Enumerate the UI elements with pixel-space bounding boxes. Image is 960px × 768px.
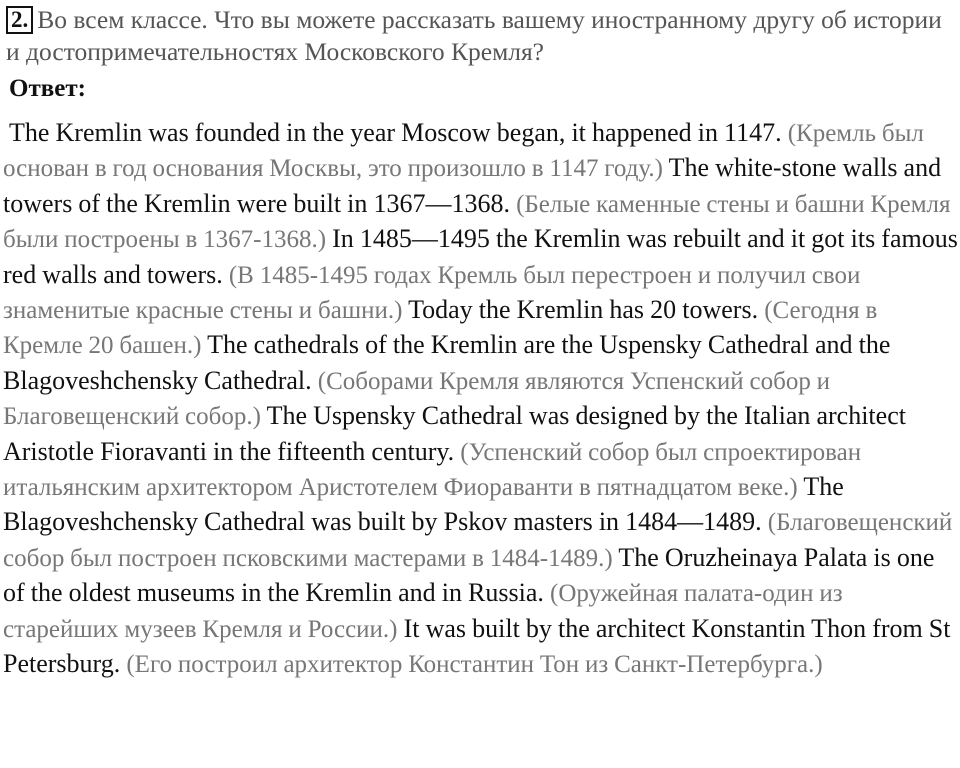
sentence-russian: (Сегодня в Кремле 20 башен.) bbox=[3, 297, 878, 360]
sentence-english: The Uspensky Cathedral was designed by the Italian architect Aristotle Fioravanti in the fifteenth century. bbox=[3, 401, 906, 466]
task-question bbox=[6, 4, 956, 68]
sentence-english: In 1485—1495 the Kremlin was rebuilt and it got its famous red walls and towers. bbox=[3, 224, 958, 289]
task-text: Во всем классе. Что вы можете рассказать вашему иностранному другу об истории и достопримечательностях Московского Кремля? bbox=[6, 5, 942, 66]
answer-heading: Ответ: bbox=[9, 75, 86, 102]
sentence-english: Today the Kremlin has 20 towers. bbox=[408, 295, 759, 325]
sentence-russian: (Белые каменные стены и башни Кремля были построены в 1367-1368.) bbox=[3, 190, 951, 254]
sentence-english: The Oruzheinaya Palata is one of the oldest museums in the Kremlin and in Russia. bbox=[3, 542, 935, 608]
sentence-english: The Kremlin was founded in the year Moscow began, it happened in 1147. bbox=[9, 118, 782, 147]
sentence-russian: (Его построил архитектор Константин Тон из Санкт-Петербурга.) bbox=[126, 651, 823, 679]
sentence-russian: (Оружейная палата-один из старейших музеев Кремля и России.) bbox=[3, 580, 843, 643]
sentence-russian: (Кремль был основан в год основания Москвы, это произошло в 1147 году.) bbox=[3, 120, 924, 183]
sentence-russian: (Успенский собор был спроектирован итальянским архитектором Аристотелем Фиораванти в пятнадцатом веке.) bbox=[3, 438, 862, 502]
sentence-english: It was built by the architect Konstantin Thon from St Petersburg. bbox=[3, 613, 951, 679]
sentence-russian: (Соборами Кремля являются Успенский собор и Благовещенский собор.) bbox=[3, 367, 831, 431]
sentence-english: The Blagoveshchensky Cathedral was built by Pskov masters in 1484—1489. bbox=[3, 472, 844, 537]
sentence-russian: (В 1485-1495 годах Кремль был перестроен и получил свои знаменитые красные стены и башни.) bbox=[3, 261, 861, 325]
task-number: 2. bbox=[6, 6, 33, 34]
sentence-english: The cathedrals of the Kremlin are the Uspensky Cathedral and the Blagoveshchensky Cathedral. bbox=[3, 330, 891, 395]
answer-paragraph bbox=[3, 116, 958, 683]
sentence-english: The white-stone walls and towers of the Kremlin were built in 1367—1368. bbox=[3, 153, 942, 218]
sentence-russian: (Благовещенский собор был построен псковскими мастерами в 1484-1489.) bbox=[3, 509, 953, 572]
